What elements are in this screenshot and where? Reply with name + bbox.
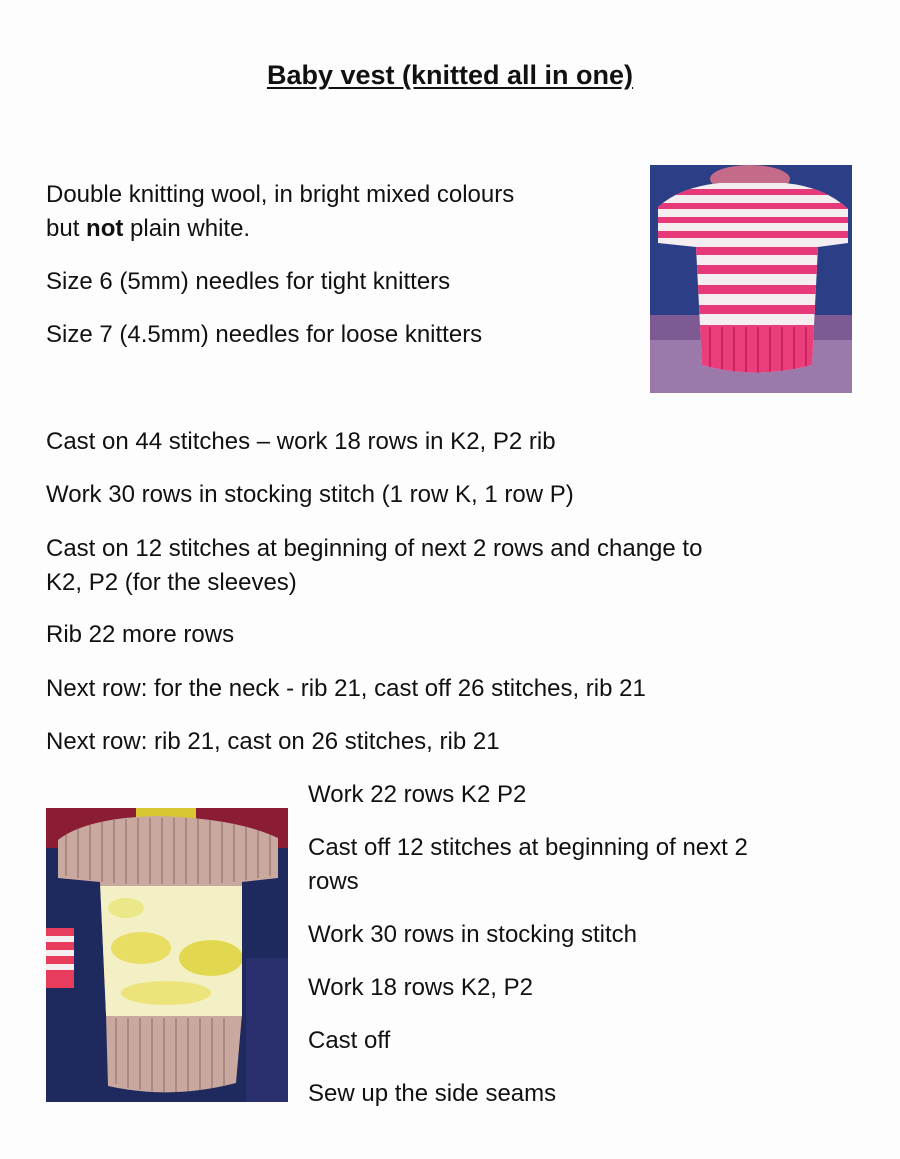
instruction-sew-seams: Sew up the side seams xyxy=(308,1080,557,1107)
needles-loose-line: Size 7 (4.5mm) needles for loose knitters xyxy=(46,321,483,348)
instruction-neck-cast-on: Next row: rib 21, cast on 26 stitches, rib 21 xyxy=(46,728,500,755)
instruction-sleeve-cast-off-line-2: rows xyxy=(308,868,359,895)
instruction-work-rows: Work 22 rows K2 P2 xyxy=(308,781,527,808)
instruction-stocking-stitch-2: Work 30 rows in stocking stitch xyxy=(308,921,638,948)
instruction-cast-on: Cast on 44 stitches – work 18 rows in K2, P2 rib xyxy=(46,428,556,455)
instruction-rib-final: Work 18 rows K2, P2 xyxy=(308,974,533,1001)
instruction-sleeves-line-2: K2, P2 (for the sleeves) xyxy=(46,569,297,596)
instruction-stocking-stitch: Work 30 rows in stocking stitch (1 row K, 1 row P) xyxy=(46,481,574,508)
instruction-neck-cast-off: Next row: for the neck - rib 21, cast off 26 stitches, rib 21 xyxy=(46,675,646,702)
instruction-sleeves-line-1: Cast on 12 stitches at beginning of next 2 rows and change to xyxy=(46,535,703,562)
emphasis-not: not xyxy=(86,215,124,242)
needles-tight-line: Size 6 (5mm) needles for tight knitters xyxy=(46,268,451,295)
yellow-vest-photo xyxy=(46,808,288,1102)
materials-line-2: but not plain white. xyxy=(46,215,251,242)
instruction-cast-off: Cast off xyxy=(308,1027,391,1054)
page-title: Baby vest (knitted all in one) xyxy=(266,60,634,90)
instruction-rib-rows: Rib 22 more rows xyxy=(46,621,235,648)
materials-line-1: Double knitting wool, in bright mixed colours xyxy=(46,181,515,208)
striped-vest-photo xyxy=(650,165,852,393)
instruction-sleeve-cast-off-line-1: Cast off 12 stitches at beginning of next 2 xyxy=(308,834,748,861)
